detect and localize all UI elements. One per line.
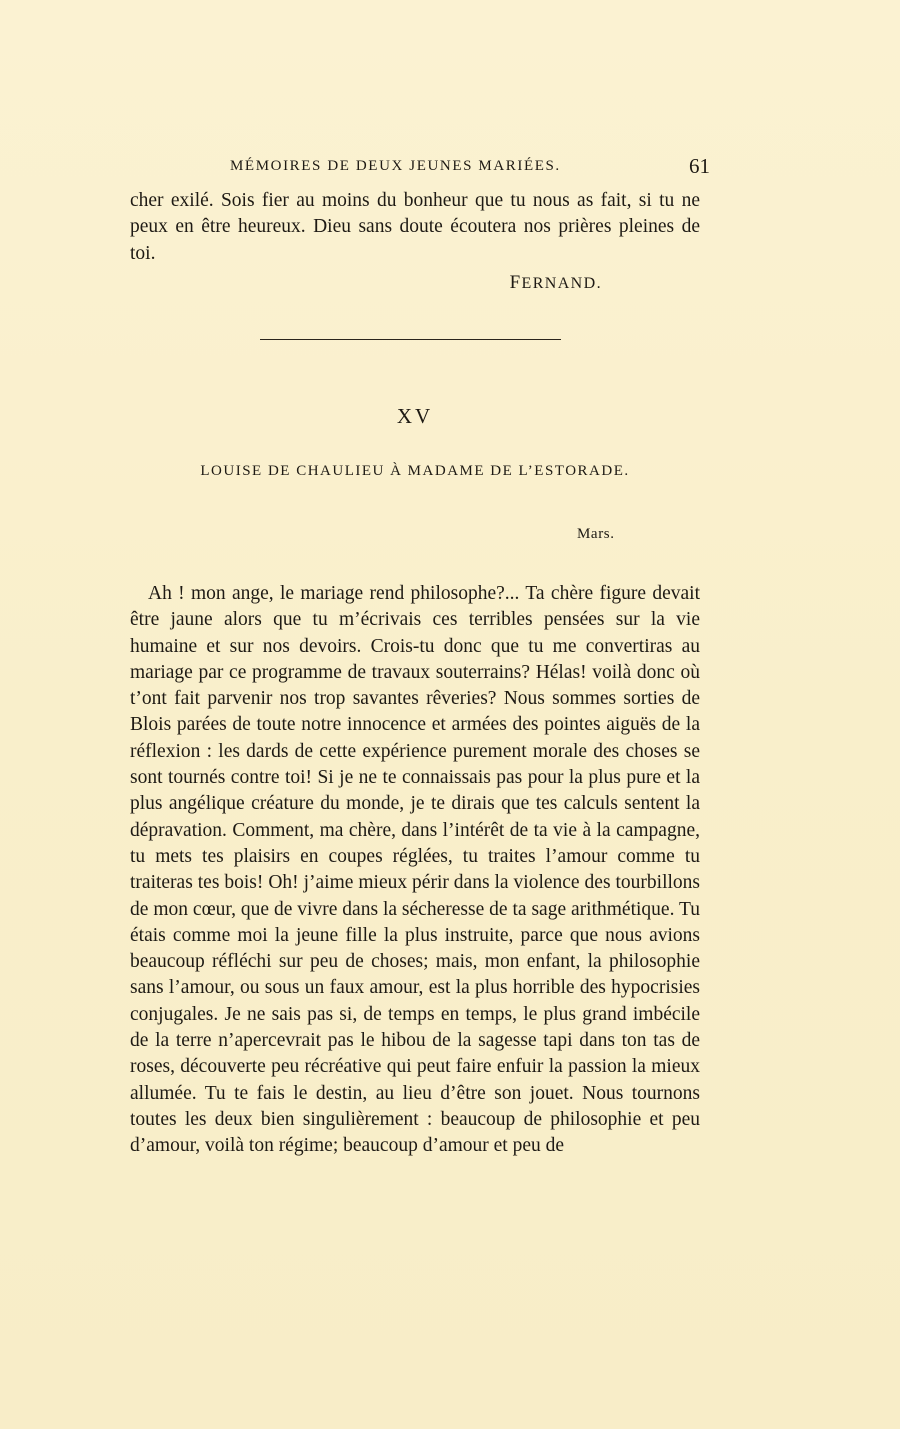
dateline: Mars. <box>577 526 615 542</box>
body-paragraph: Ah ! mon ange, le mariage rend philosophe?... Ta chère figure devait être jaune alors que tu m’écrivais ces terribles pensées sur la vie humaine et sur nos devoirs. Crois-tu donc que tu me convertiras au mariage par ce programme de travaux souterrains? Hélas! voilà donc où t’ont fait parvenir nos trop savantes rêveries? Nous sommes sorties de Blois parées de toute notre innocence et armées des pointes aiguës de la réflexion : les dards de cette expérience purement morale des choses se sont tournés contre toi! Si je ne te connaissais pas pour la plus pure et la plus angélique créature du monde, je te dirais que tes calculs sentent la dépravation. Comment, ma chère, dans l’intérêt de ta vie à la campagne, tu mets tes plaisirs en coupes réglées, tu traites l’amour comme tu traiteras tes bois! Oh! j’aime mieux périr dans la violence des tourbillons de mon cœur, que de vivre dans la sécheresse de ta sage arithmétique. Tu étais comme moi la jeune fille la plus instruite, parce que nous avions beaucoup réfléchi sur peu de choses; mais, mon enfant, la philosophie sans l’amour, ou sous un faux amour, est la plus horrible des hypocrisies conjugales. Je ne sais pas si, de temps en temps, le plus grand imbécile de la terre n’apercevrait pas le hibou de la sagesse tapi dans ton tas de roses, découverte peu récréative qui peut faire enfuir la passion la mieux allumée. Tu te fais le destin, au lieu d’être son jouet. Nous tournons toutes les deux bien singulièrement : beaucoup de philosophie et peu d’amour, voilà ton régime; beaucoup d’amour et peu de <box>130 583 700 1157</box>
page-number: 61 <box>689 154 710 178</box>
closing-paragraph: cher exilé. Sois fier au moins du bonheur que tu nous as fait, si tu ne peux en être heureux. Dieu sans doute écoutera nos prières pleines de toi. <box>130 190 700 264</box>
running-head-title: MÉMOIRES DE DEUX JEUNES MARIÉES. <box>230 158 561 174</box>
previous-letter-ending <box>130 188 700 267</box>
section-divider-rule <box>260 339 561 340</box>
signature: FERNAND. <box>509 272 602 293</box>
letter-heading: LOUISE DE CHAULIEU À MADAME DE L’ESTORADE. <box>200 463 630 479</box>
letter-body <box>130 581 700 1160</box>
chapter-number: XV <box>396 404 434 428</box>
